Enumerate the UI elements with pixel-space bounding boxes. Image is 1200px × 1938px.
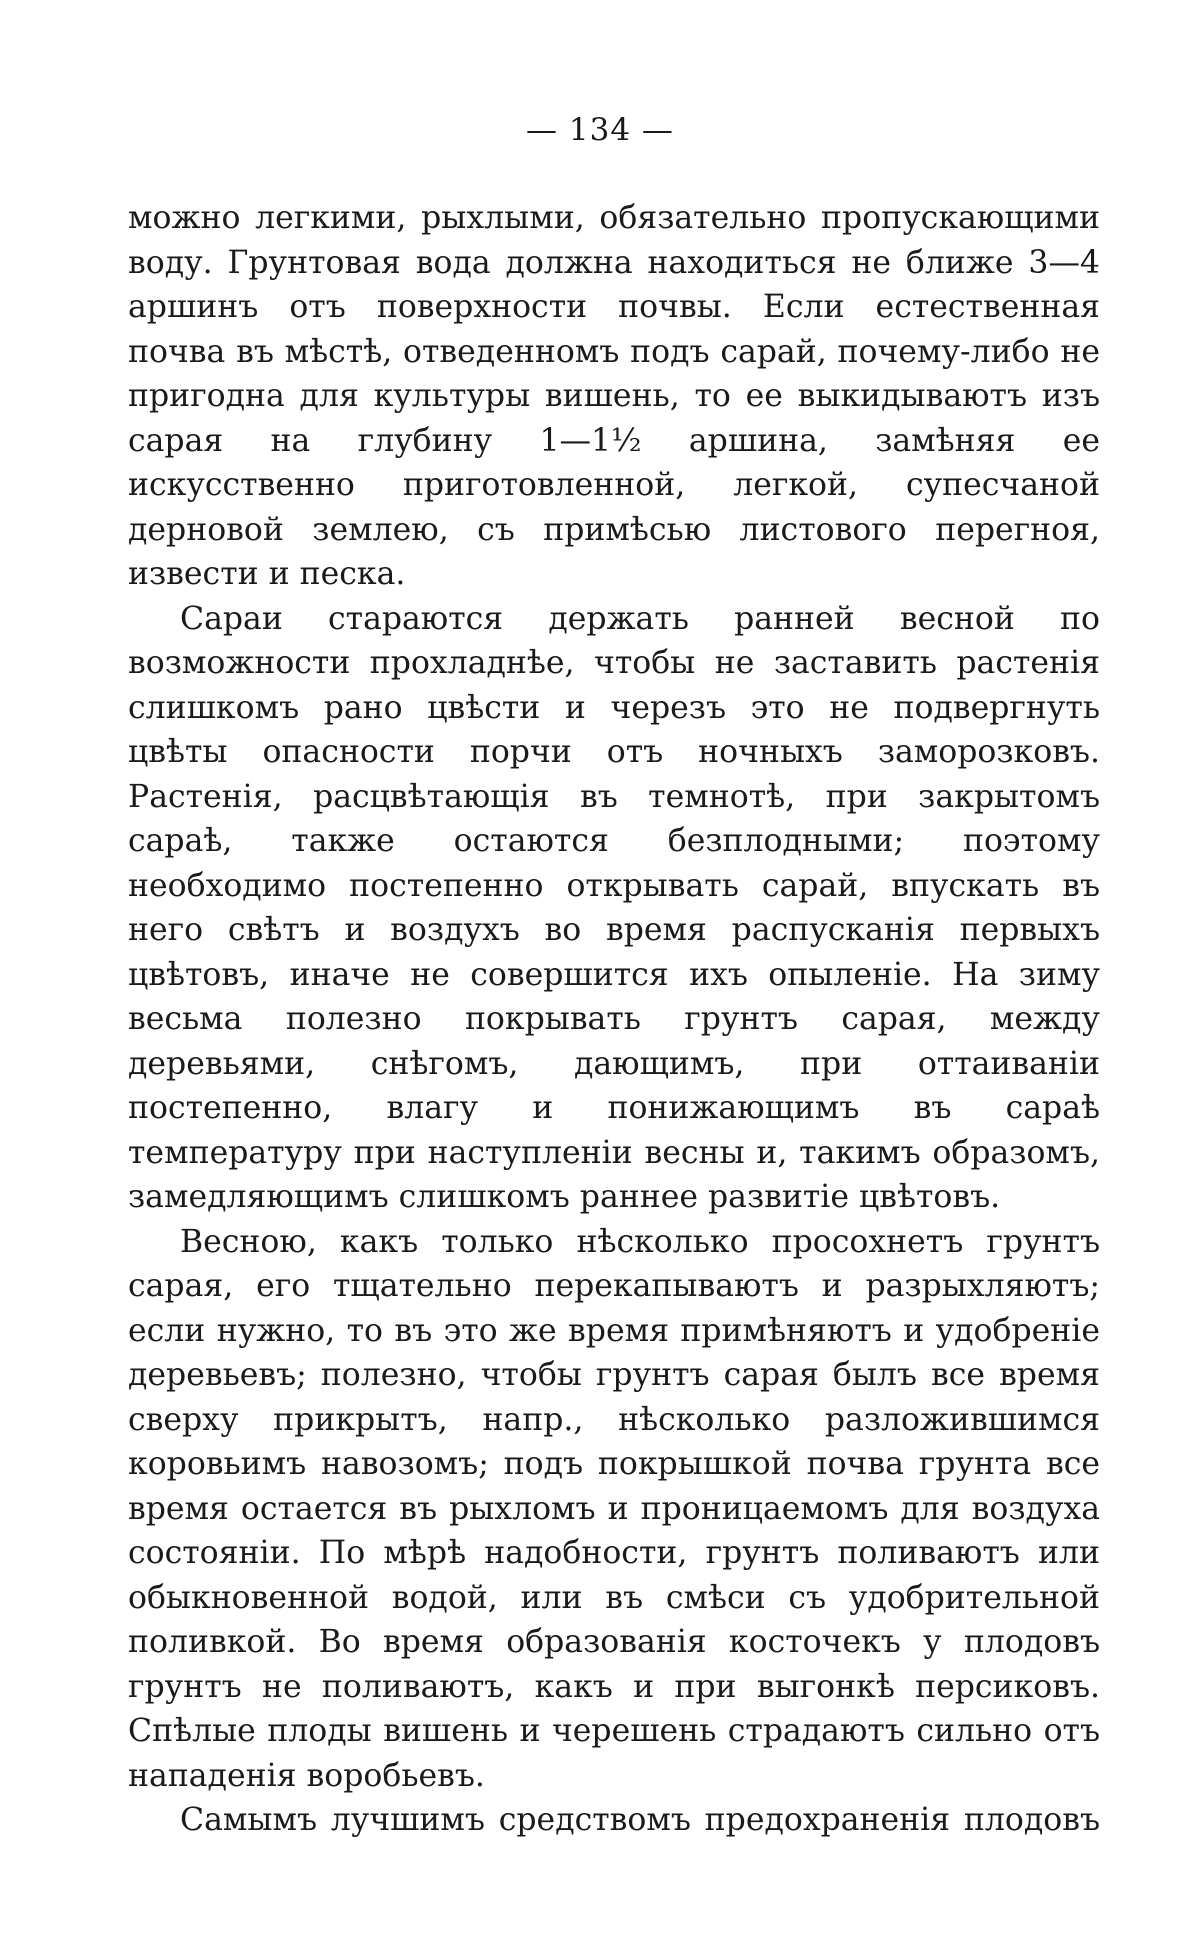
- paragraph-soil: можно легкими, рыхлыми, обязательно пропускающими воду. Грунтовая вода должна находиться не ближе 3—4 аршинъ отъ поверхности почвы. Если естественная почва въ мѣстѣ, отведенномъ подъ сарай, почему-либо не пригодна для культуры вишень, то ее выкидываютъ изъ сарая на глубину 1—1½ аршина, замѣняя ее искусственно приготовленной, легкой, супесчаной дерновой землею, съ примѣсью листового перегноя, извести и песка.: [128, 200, 1100, 592]
- paragraph-protection: Самымъ лучшимъ средствомъ предохраненія плодовъ: [180, 1802, 1100, 1838]
- page-number: — 134 —: [526, 112, 674, 148]
- paragraph-spring-temperature: Сараи стараются держать ранней весной по возможности прохладнѣе, чтобы не заставить растенія слишкомъ рано цвѣсти и черезъ это не подвергнуть цвѣты опасности порчи отъ ночныхъ заморозковъ. Растенія, расцвѣтающія въ темнотѣ, при закрытомъ сараѣ, также остаются безплодными; поэтому необходимо постепенно открывать сарай, впускать въ него свѣтъ и воздухъ во время распусканія первыхъ цвѣтовъ, иначе не совершится ихъ опыленіе. На зиму весьма полезно покрывать грунтъ сарая, между деревьями, снѣгомъ, дающимъ, при оттаиваніи постепенно, влагу и понижающимъ въ сараѣ температуру при наступленіи весны и, такимъ образомъ, замедляющимъ слишкомъ раннее развитіе цвѣтовъ.: [128, 600, 1100, 1215]
- paragraph-spring-care: Весною, какъ только нѣсколько просохнетъ грунтъ сарая, его тщательно перекапываютъ и разрыхляютъ; если нужно, то въ это же время примѣняютъ и удобреніе деревьевъ; полезно, чтобы грунтъ сарая былъ все время сверху прикрытъ, напр., нѣсколько разложившимся коровьимъ навозомъ; подъ покрышкой почва грунта все время остается въ рыхломъ и проницаемомъ для воздуха состояніи. По мѣрѣ надобности, грунтъ поливаютъ или обыкновенной водой, или въ смѣси съ удобрительной поливкой. Во время образованія косточекъ у плодовъ грунтъ не поливаютъ, какъ и при выгонкѣ персиковъ. Спѣлые плоды вишень и черешень страдаютъ сильно отъ нападенія воробьевъ.: [128, 1223, 1100, 1794]
- body-text: [128, 196, 1100, 1843]
